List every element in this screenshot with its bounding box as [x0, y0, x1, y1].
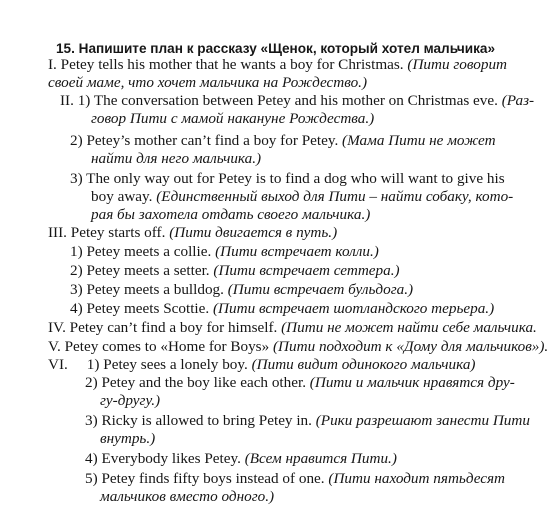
item-russian: (Пити встречает бульдога.)	[227, 281, 414, 298]
plan-item-3-3	[70, 281, 413, 299]
item-russian: (Пити говорит	[407, 56, 508, 73]
item-english: 2) Petey and the boy like each other.	[85, 374, 306, 391]
item-russian: (Пити не может найти себе мальчика.	[281, 319, 537, 336]
item-english: IV. Petey can’t find a boy for himself.	[48, 319, 278, 336]
item-english: 4) Everybody likes Petey.	[85, 450, 241, 467]
item-russian: (Единственный выход для Пити – найти собаку, кото-	[156, 188, 514, 205]
item-english: I. Petey tells his mother that he wants a boy for Christmas.	[48, 56, 404, 73]
item-russian: (Пити встречает шотландского терьера.)	[212, 300, 495, 317]
plan-item-3-4	[70, 300, 494, 318]
item-russian: (Пити и мальчик нравятся дру-	[309, 374, 515, 391]
plan-item-3	[48, 224, 337, 242]
plan-item-4	[48, 319, 537, 337]
item-russian: говор Пити с мамой накануне Рождества.)	[91, 110, 375, 127]
plan-item-2-3-cont	[91, 188, 513, 206]
item-english: boy away.	[91, 188, 153, 205]
item-russian: (Пити двигается в путь.)	[169, 224, 338, 241]
plan-item-2-1-cont	[91, 110, 374, 128]
item-english: 2) Petey’s mother can’t find a boy for Petey.	[70, 132, 339, 149]
item-english: 3) The only way out for Petey is to find a dog who will want to give his	[70, 170, 505, 187]
item-russian: (Всем нравится Пити.)	[244, 450, 397, 467]
item-russian: (Мама Пити не может	[342, 132, 496, 149]
item-english: V. Petey comes to «Home for Boys»	[48, 338, 270, 355]
item-russian: (Рики разрешают занести Пити	[315, 412, 530, 429]
item-english: VI. 1) Petey sees a lonely boy.	[48, 356, 248, 373]
plan-item-3-2	[70, 262, 400, 280]
plan-item-3-1	[70, 243, 379, 261]
plan-item-6-3-cont	[100, 430, 155, 448]
item-russian: (Пити видит одинокого мальчика)	[251, 356, 476, 373]
plan-item-2-1	[60, 92, 534, 110]
plan-item-2-2	[70, 132, 496, 150]
item-russian: (Пити находит пятьдесят	[328, 470, 506, 487]
plan-item-6-1	[48, 356, 475, 374]
plan-item-6-4	[85, 450, 397, 468]
item-russian: (Пити встречает сеттера.)	[213, 262, 400, 279]
item-english: 1) Petey meets a collie.	[70, 243, 212, 260]
plan-item-6-5	[85, 470, 505, 488]
plan-item-1	[48, 56, 507, 74]
item-english: 3) Ricky is allowed to bring Petey in.	[85, 412, 312, 429]
plan-item-5	[48, 338, 548, 356]
item-russian: рая бы захотела отдать своего мальчика.)	[91, 206, 371, 223]
plan-item-6-5-cont	[100, 488, 274, 506]
item-english: 4) Petey meets Scottie.	[70, 300, 210, 317]
item-english: 3) Petey meets a bulldog.	[70, 281, 224, 298]
plan-item-1-cont	[48, 74, 367, 92]
plan-item-2-3	[70, 170, 505, 188]
item-russian: внутрь.)	[100, 430, 156, 447]
plan-item-2-3-cont2	[91, 206, 370, 224]
item-russian: найти для него мальчика.)	[91, 150, 262, 167]
item-russian: гу-другу.)	[100, 392, 161, 409]
item-russian: (Пити подходит к «Дому для мальчиков»).	[272, 338, 549, 355]
item-russian: (Пити встречает колли.)	[215, 243, 379, 260]
plan-item-6-3	[85, 412, 530, 430]
item-english: III. Petey starts off.	[48, 224, 166, 241]
item-english: II. 1) The conversation between Petey and his mother on Christmas eve.	[60, 92, 498, 109]
plan-item-6-2-cont	[100, 392, 160, 410]
plan-item-2-2-cont	[91, 150, 261, 168]
item-russian: (Раз-	[501, 92, 535, 109]
plan-item-6-2	[85, 374, 515, 392]
item-russian: своей маме, что хочет мальчика на Рождество.)	[48, 74, 368, 91]
exercise-title: 15. Напишите план к рассказу «Щенок, который хотел мальчика»	[56, 41, 496, 56]
item-russian: мальчиков вместо одного.)	[100, 488, 275, 505]
item-english: 5) Petey finds fifty boys instead of one.	[85, 470, 325, 487]
item-english: 2) Petey meets a setter.	[70, 262, 210, 279]
